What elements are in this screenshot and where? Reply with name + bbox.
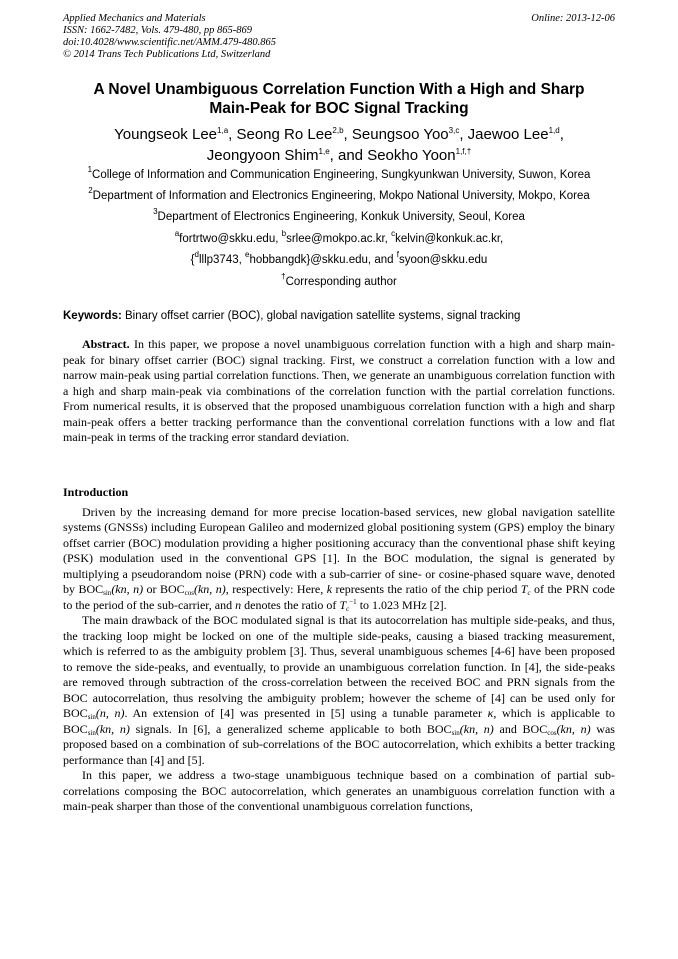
introduction-section	[63, 485, 615, 815]
email-superscript: f	[396, 250, 399, 259]
author-line-1	[63, 124, 615, 145]
math-text: T	[339, 597, 347, 612]
keywords-text: Binary offset carrier (BOC), global navigation satellite systems, signal tracking	[121, 310, 521, 322]
email: syoon@skku.edu	[398, 254, 488, 266]
email-superscript: d	[194, 250, 199, 259]
intro-paragraph-1	[63, 505, 615, 614]
math-subscript: sin	[87, 728, 96, 737]
paragraph-text: Driven by the increasing demand for more precise location-based services, new global navigation satellite systems (GNSSs) including European Galileo and modernized global positioning system (GPS) employ the binary offset carrier (BOC) modulation providing a higher positioning accuracy than the conventional phase shift keying (PSK) modulation used in the conventional GPS [1]. In the BOC modulation, the signal is generated by multiplying a pseudorandom noise (PRN) code with a sub-carrier of sine- or cosine-phased square wave, denoted by	[63, 504, 615, 596]
email-superscript: c	[391, 229, 396, 238]
email-line-1	[60, 229, 618, 246]
affiliation-superscript: 1	[87, 165, 93, 174]
email-line-2	[60, 250, 618, 267]
math-text: BOC	[159, 582, 185, 596]
abstract	[63, 337, 615, 446]
separator: ,	[559, 126, 564, 143]
email: hobbangdk}@skku.edu, and	[249, 254, 397, 266]
copyright: © 2014 Trans Tech Publications Ltd, Switzerland	[63, 49, 271, 60]
math-boc-sin-kn	[78, 582, 143, 596]
math-text: BOC	[63, 721, 88, 736]
title-line-2: Main-Peak for BOC Signal Tracking	[209, 100, 469, 117]
math-subscript: sin	[87, 713, 96, 721]
email: fortrtwo@skku.edu,	[179, 233, 282, 245]
math-kappa: κ	[487, 706, 494, 720]
math-text: (kn, n)	[95, 721, 130, 736]
affiliation-text: Department of Electronics Engineering, Konkuk University, Seoul, Korea	[157, 211, 525, 223]
affiliation-3	[60, 207, 618, 224]
abstract-paragraph	[63, 337, 615, 446]
separator: ,	[343, 126, 352, 143]
math-text: (kn, n)	[459, 721, 494, 736]
math-text: (kn, n)	[193, 582, 226, 596]
paragraph-text: . An extension of [4] was presented in [5] using a tunable parameter	[124, 706, 488, 720]
math-text: BOC	[78, 582, 104, 596]
math-text: T	[520, 582, 528, 596]
paragraph-text: , respectively: Here,	[225, 582, 327, 596]
section-heading: Introduction	[63, 485, 129, 499]
math-boc-cos-kn	[160, 582, 226, 596]
journal-name: Applied Mechanics and Materials	[63, 13, 206, 24]
author-name: Seong Ro Lee	[236, 126, 333, 143]
paragraph-text: represents the ratio of the chip period	[332, 582, 521, 596]
email-superscript: e	[245, 250, 250, 259]
math-superscript: −1	[349, 597, 357, 606]
author-list	[63, 124, 615, 166]
affiliation-1	[60, 165, 618, 182]
math-text: (kn, n)	[556, 721, 591, 736]
math-text: BOC	[63, 706, 88, 720]
math-tc-inverse	[339, 598, 356, 612]
author-superscript: 3,c	[448, 126, 460, 135]
corresponding-author-text: Corresponding author	[285, 276, 397, 288]
math-subscript: c	[346, 604, 350, 613]
paragraph-text: was proposed based on a combination of sub-correlations of the BOC autocorrelation, which exhibits a better tracking performance than [4] and [5].	[63, 721, 615, 767]
abstract-text: In this paper, we propose a novel unambiguous correlation function with a high and sharp main-peak for binary offset carrier (BOC) signal tracking. First, we construct a correlation function with a low and narrow main-peak using partial correlation functions. Then, we generate an unambiguous correlation function with a high and sharp main-peak via combinations of the correlation function with the partial correlation functions. From numerical results, it is observed that the proposed unambiguous correlation function with a high and sharp main-peak offers a better tracking performance than the conventional correlation functions with a low and flat main-peak in terms of the tracking error standard deviation.	[63, 337, 615, 444]
intro-paragraph-2	[63, 613, 615, 768]
math-subscript: cos	[184, 589, 194, 597]
math-boc-sin-kn	[63, 722, 130, 736]
email-superscript: a	[174, 229, 180, 238]
math-text: BOC	[522, 721, 548, 736]
separator: , and	[329, 147, 368, 164]
math-text: (n, n)	[95, 706, 125, 720]
author-line-2	[63, 145, 615, 166]
affiliation-2	[60, 186, 618, 203]
math-subscript: c	[527, 589, 531, 597]
paragraph-text: , which is applicable to	[493, 706, 615, 720]
paragraph-text: signals. In [6], a generalized scheme applicable to both	[129, 721, 427, 736]
author-superscript: 1,f,†	[455, 147, 472, 156]
math-text: BOC	[426, 721, 452, 736]
author-name: Seokho Yoon	[367, 147, 456, 164]
email: srlee@mokpo.ac.kr,	[286, 233, 392, 245]
math-subscript: sin	[103, 589, 112, 597]
author-name: Jeongyoon Shim	[206, 147, 319, 164]
brace: {	[190, 254, 195, 266]
journal-metadata	[63, 13, 276, 61]
paragraph-text: denotes the ratio of	[241, 597, 340, 612]
abstract-label: Abstract.	[82, 337, 130, 351]
paper-title	[63, 80, 615, 118]
affiliation-superscript: 2	[88, 186, 93, 195]
separator: ,	[228, 126, 237, 143]
issn: ISSN: 1662-7482, Vols. 479-480, pp 865-869	[63, 25, 252, 36]
online-date: Online: 2013-12-06	[531, 13, 615, 24]
math-n: n	[235, 597, 242, 612]
paragraph-text: of the PRN code to the period of the sub-carrier, and	[63, 582, 615, 612]
email-superscript: b	[281, 229, 287, 238]
paragraph-text: and	[493, 721, 523, 736]
paragraph-text: to 1.023 MHz [2].	[356, 597, 447, 612]
author-name: Seungsoo Yoo	[351, 126, 449, 143]
author-name: Youngseok Lee	[114, 126, 218, 143]
math-subscript: sin	[451, 728, 460, 737]
affiliation-text: College of Information and Communication Engineering, Sungkyunkwan University, Suwon, Korea	[92, 169, 591, 181]
affiliation-text: Department of Information and Electronics Engineering, Mokpo National University, Mokpo, Korea	[92, 190, 590, 202]
math-boc-sin-kn	[427, 722, 494, 736]
affiliation-superscript: 3	[153, 207, 158, 216]
author-superscript: 1,a	[217, 126, 229, 135]
email: lllp3743,	[198, 254, 246, 266]
math-boc-cos-kn	[523, 722, 591, 736]
separator: ,	[459, 126, 468, 143]
math-k: k	[326, 582, 333, 596]
author-superscript: 2,b	[332, 126, 344, 135]
author-superscript: 1,d	[548, 126, 560, 135]
intro-paragraph-3: In this paper, we address a two-stage unambiguous technique based on a combination of partial sub-correlations composing the BOC autocorrelation, which generates an unambiguous correlation function with a main-peak sharper than those of the conventional unambiguous correlation functions,	[63, 768, 615, 813]
corresponding-author-note	[60, 272, 618, 289]
math-boc-sin-n	[63, 706, 125, 720]
doi: doi:10.4028/www.scientific.net/AMM.479-480.865	[63, 37, 276, 48]
author-superscript: 1,e	[318, 147, 330, 156]
keywords	[63, 309, 623, 323]
author-name: Jaewoo Lee	[467, 126, 549, 143]
paragraph-text: The main drawback of the BOC modulated signal is that its autocorrelation has multiple side-peaks, and thus, the tracking loop might be locked on one of the multiple side-peaks, causing a biased tracking measurement, which is referred to as the ambiguity problem [3]. Thus, several unambiguous schemes [4-6] have been proposed to remove the side-peaks, and eventually, to provide an unambiguous correlation function. In [4], the side-peaks are removed through subtraction of the cross-correlation between the received BOC and PRN signals from the BOC autocorrelation, thus resolving the ambiguity problem; however the scheme of [4] can be used only for	[63, 613, 615, 705]
math-tc	[521, 582, 531, 596]
email: kelvin@konkuk.ac.kr,	[395, 233, 504, 245]
title-line-1: A Novel Unambiguous Correlation Function With a High and Sharp	[93, 81, 585, 98]
math-text: (kn, n)	[111, 582, 144, 596]
dagger-superscript: †	[281, 272, 286, 281]
keywords-label: Keywords:	[63, 310, 122, 322]
math-subscript: cos	[547, 728, 557, 737]
paragraph-text: or	[143, 582, 160, 596]
